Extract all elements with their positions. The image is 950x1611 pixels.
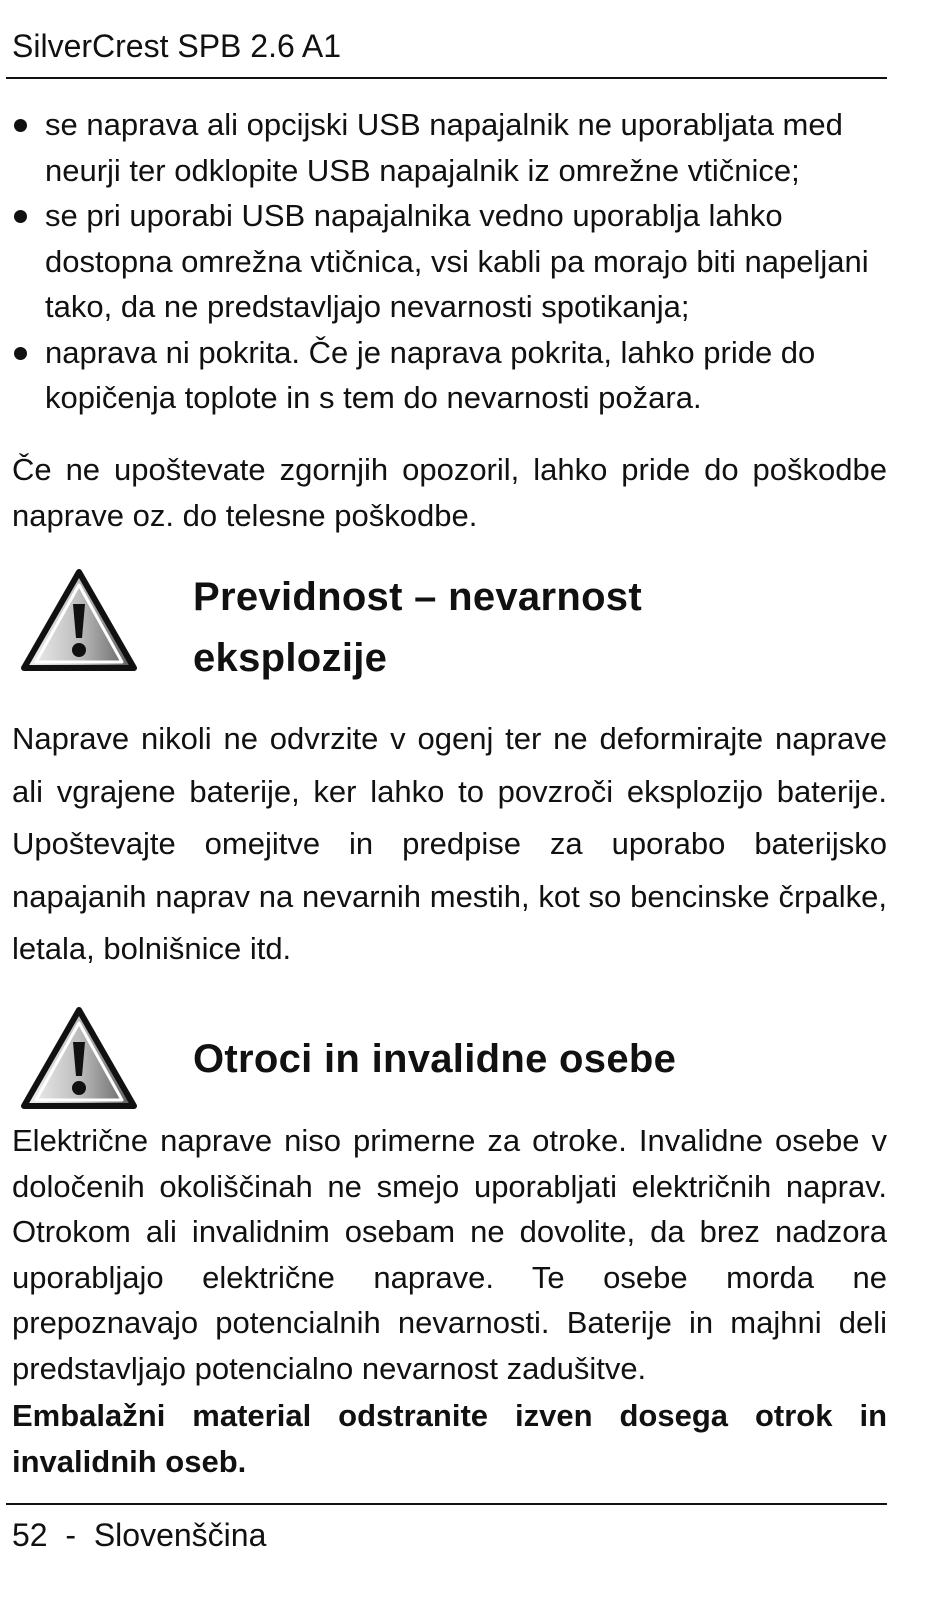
- list-item-text: naprava ni pokrita. Če je naprava pokrita, lahko pride do kopičenja toplote in s tem do nevarnosti požara.: [45, 334, 816, 415]
- list-item: [12, 193, 887, 330]
- page-footer: [12, 1515, 266, 1555]
- footer-language: Slovenščina: [93, 1517, 267, 1553]
- list-item-text: se pri uporabi USB napajalnika vedno uporablja lahko dostopna omrežna vtičnica, vsi kabli pa morajo biti napeljani tako, da ne predstavljajo nevarnosti spotikanja;: [45, 198, 869, 324]
- packaging-warning: Embalažni material odstranite izven dosega otrok in invalidnih oseb.: [12, 1398, 887, 1479]
- warning-paragraph: Če ne upoštevate zgornjih opozoril, lahko pride do poškodbe naprave oz. do telesne poškodbe.: [12, 452, 887, 533]
- page-number: 52: [12, 1517, 48, 1553]
- warning-triangle-icon: [18, 1004, 140, 1112]
- section-heading-children: Otroci in invalidne osebe: [193, 1037, 677, 1081]
- safety-bullet-list: [12, 102, 887, 421]
- children-paragraph: Električne naprave niso primerne za otroke. Invalidne osebe v določenih okoliščinah ne smejo uporabljati električnih naprav. Otrokom ali invalidnim osebam ne dovolite, da brez nadzora uporabljajo električne naprave. Te osebe morda ne prepoznavajo potencialnih nevarnosti. Baterije in majhni deli predstavljajo potencialno nevarnost zadušitve.: [12, 1123, 887, 1386]
- footer-separator: -: [65, 1517, 77, 1553]
- explosion-paragraph: Naprave nikoli ne odvrzite v ogenj ter ne deformirajte naprave ali vgrajene baterije, ker lahko to povzroči eksplozijo baterije. Upoštevajte omejitve in predpise za uporabo baterijsko napajanih naprav na nevarnih mestih, kot so bencinske črpalke, letala, bolnišnice itd.: [12, 721, 887, 966]
- page-header-title: SilverCrest SPB 2.6 A1: [12, 28, 342, 64]
- list-item-text: se naprava ali opcijski USB napajalnik ne uporabljata med neurji ter odklopite USB napajalnik iz omrežne vtičnice;: [45, 107, 843, 188]
- bullet-icon: [14, 119, 27, 132]
- bullet-icon: [14, 347, 27, 360]
- list-item: [12, 102, 887, 193]
- footer-divider: [6, 1503, 887, 1505]
- list-item: [12, 330, 887, 421]
- warning-triangle-icon: [18, 566, 140, 674]
- header-divider: [6, 77, 887, 79]
- bullet-icon: [14, 210, 27, 223]
- section-heading-explosion: Previdnost – nevarnost eksplozije: [193, 575, 642, 680]
